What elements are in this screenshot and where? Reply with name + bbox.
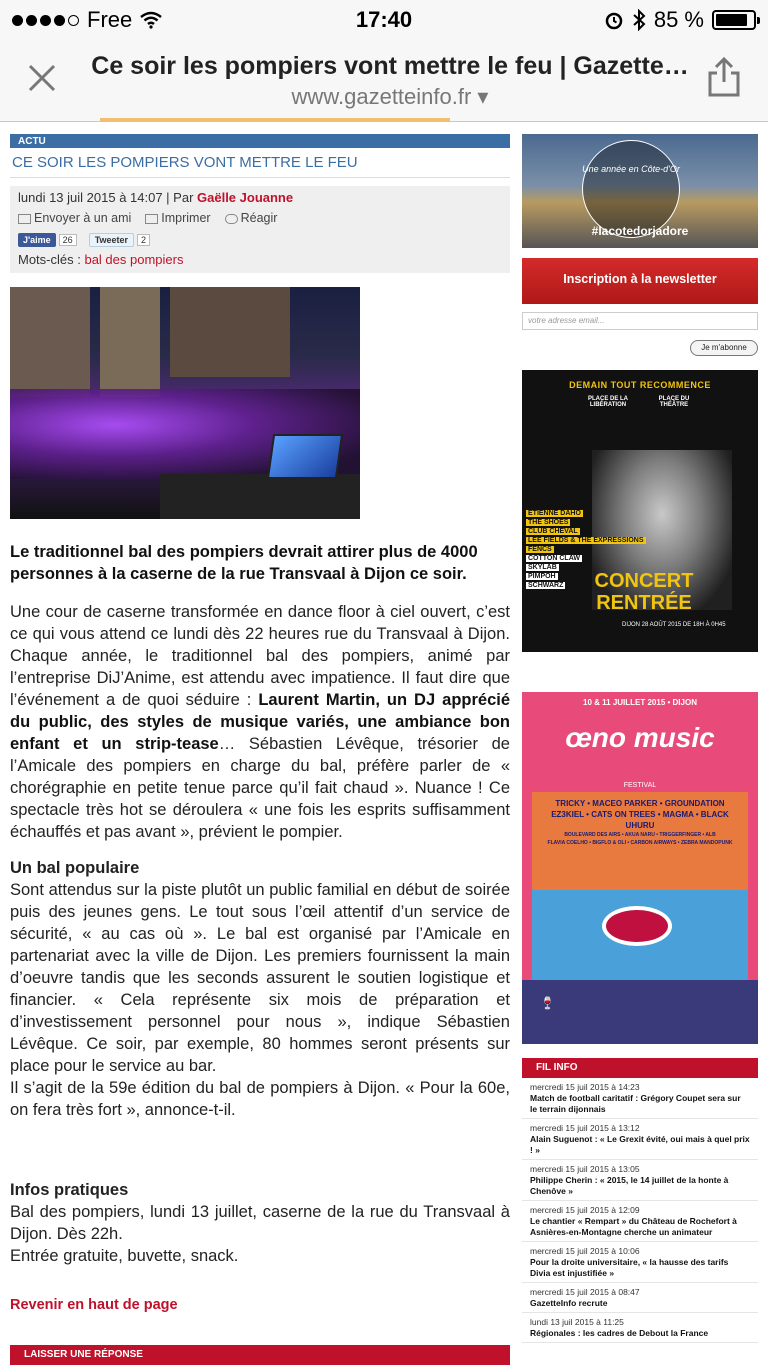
news-feed — [522, 1078, 758, 1343]
article — [10, 134, 510, 1365]
back-to-top-link[interactable]: Revenir en haut de page — [10, 1297, 178, 1313]
ad-place: PLACE DU THÉÂTRE — [658, 396, 690, 408]
send-link[interactable]: Envoyer à un ami — [18, 211, 131, 225]
list-item[interactable]: mercredi 15 juil 2015 à 10:06 Pour la droite universitaire, « la hausse des tarifs Divia est injustifiée » — [522, 1242, 758, 1283]
envelope-icon — [18, 214, 31, 224]
section-badge[interactable]: ACTU — [10, 134, 510, 148]
paragraph: Sont attendus sur la piste plutôt un public familial en début de soirée puis des jeunes gens. Le tout sous l’œil attentif d’un service de sécurité, « au cas où ». Le bal est organisé par l’Amicale en partenariat avec la ville de Dijon. Les premiers fournissent la main d’oeuvre tandis que les seconds assurent le soutien logistique et financier. « Cela représente six mois de préparation et d’investissement personnel pour nous », indique Sébastien Lévêque. Ce soir, par exemple, 80 hommes seront présents sur place pour le service au bar. — [10, 881, 510, 1075]
list-item[interactable]: mercredi 15 juil 2015 à 12:09 Le chantier « Rempart » du Château de Rochefort à Asnières-en-Montagne cherche un animateur — [522, 1201, 758, 1242]
printer-icon — [145, 214, 158, 224]
article-body — [10, 601, 510, 1267]
list-item[interactable]: mercredi 15 juil 2015 à 14:23 Match de football caritatif : Grégory Coupet sera sur le terrain dijonnais — [522, 1078, 758, 1119]
promo-text: Une année en Côte-d'Or — [582, 164, 680, 174]
react-link[interactable]: Réagir — [225, 211, 278, 225]
subheading: Infos pratiques — [10, 1181, 129, 1199]
facebook-like-button[interactable]: J'aime 26 — [18, 231, 77, 246]
article-photo — [10, 287, 360, 519]
comment-icon — [225, 214, 238, 224]
carrier-label: Free — [87, 7, 133, 32]
festival-ad[interactable] — [522, 692, 758, 1044]
list-item[interactable]: mercredi 15 juil 2015 à 13:05 Philippe Cherin : « 2015, le 14 juillet de la honte à Chenôve » — [522, 1160, 758, 1201]
article-date: lundi 13 juil 2015 à 14:07 | Par — [18, 190, 198, 205]
article-meta — [10, 186, 510, 273]
promo-banner[interactable] — [522, 134, 758, 248]
close-icon[interactable] — [24, 60, 60, 96]
email-field[interactable]: votre adresse email... — [522, 312, 758, 330]
share-icon[interactable] — [706, 56, 742, 98]
tag-link[interactable]: bal des pompiers — [84, 252, 184, 267]
page-title[interactable]: Ce soir les pompiers vont mettre le feu | Gazette… — [91, 52, 689, 80]
ad-title: CONCERT RENTRÉE — [594, 570, 694, 614]
bluetooth-icon — [632, 9, 646, 31]
ad-date: 10 & 11 JUILLET 2015 • DIJON — [583, 698, 697, 707]
list-item[interactable]: lundi 13 juil 2015 à 11:25 Régionales : les cadres de Debout la France — [522, 1313, 758, 1343]
print-link[interactable]: Imprimer — [145, 211, 210, 225]
artist-list: ETIENNE DAHO THE SHOES CLUB CHEVAL LEE FIELDS & THE EXPRESSIONS FENCS COTTON CLAW SKYLAB PIMPOH SCHWARZ — [528, 510, 644, 589]
tags: Mots-clés : bal des pompiers — [18, 252, 184, 267]
status-bar — [0, 0, 768, 40]
ad-date: DIJON 28 AOÛT 2015 DE 18H À 0H45 — [622, 622, 726, 628]
list-item[interactable]: mercredi 15 juil 2015 à 13:12 Alain Suguenot : « Le Grexit évité, oui mais à quel prix ! » — [522, 1119, 758, 1160]
concert-ad[interactable] — [522, 370, 758, 674]
sidebar — [522, 134, 758, 1343]
reply-section-header: LAISSER UNE RÉPONSE — [10, 1345, 510, 1365]
ad-headline: DEMAIN TOUT RECOMMENCE — [569, 380, 711, 390]
promo-hashtag: #lacotedorjadore — [591, 224, 689, 238]
battery-percent: 85 % — [653, 7, 704, 32]
clock: 17:40 — [355, 7, 413, 32]
tweet-button[interactable]: Tweeter 2 — [89, 231, 150, 246]
news-feed-header: FIL INFO — [522, 1058, 758, 1078]
ad-subtitle: FESTIVAL — [623, 782, 657, 789]
tweet-count: 2 — [137, 234, 150, 246]
article-title: CE SOIR LES POMPIERS VONT METTRE LE FEU — [10, 152, 510, 178]
battery-icon — [712, 10, 756, 30]
paragraph: Entrée gratuite, buvette, snack. — [10, 1247, 239, 1265]
paragraph: Bal des pompiers, lundi 13 juillet, caserne de la rue du Transvaal à Dijon. Dès 22h. — [10, 1203, 510, 1243]
ad-title: œno music — [565, 722, 715, 753]
subscribe-button[interactable]: Je m'abonne — [690, 340, 758, 356]
like-count: 26 — [59, 234, 77, 246]
article-lead: Le traditionnel bal des pompiers devrait attirer plus de 4000 personnes à la caserne de la rue Transvaal à Dijon ce soir. — [10, 543, 478, 583]
ad-place: PLACE DE LA LIBÉRATION — [587, 396, 628, 408]
wine-glass-icon: 🍷 — [540, 996, 555, 1010]
list-item[interactable]: mercredi 15 juil 2015 à 08:47 GazetteInfo recrute — [522, 1283, 758, 1313]
paragraph: Une cour de caserne transformée en dance floor à ciel ouvert, c’est ce qui vous attend ce lundi dès 22 heures rue du Transvaal à Dijon. Chaque année, le traditionnel bal des pompiers, animé par l’entreprise DiJ’Anime, est attendu avec impatience. Il faut dire que l’événement a de quoi séduire : Laurent Martin, un DJ apprécié du public, des styles de musique variés, une ambiance bon enfant et un strip-tease… Sébastien Lévêque, trésorier de l’Amicale des pompiers en charge du bal, préfère parler de « chorégraphie en petite tenue parce qu’il fait chaud ». Nuance ! Ce spectacle très hot se déroulera « une fois les esprits suffisamment échauffés et pas avant », prévient le pompier. — [10, 603, 511, 841]
newsletter-banner: Inscription à la newsletter — [522, 258, 758, 304]
web-page — [0, 122, 768, 1365]
paragraph: Il s’agit de la 59e édition du bal de pompiers à Dijon. « Pour la 60e, on fera très fort », annonce-t-il. — [10, 1079, 510, 1119]
url-field[interactable]: www.gazetteinfo.fr ▾ — [291, 84, 489, 109]
artist-list: TRICKY • MACEO PARKER • GROUNDATION EZ3KIEL • CATS ON TREES • MAGMA • BLACK UHURU BOULEVARD DES AIRS • AKUA NARU • TRIGGERFINGER • ALB FLAVIA COELHO • BIGFLO & OLI • CARBON AIRWAYS • ZEBRA MANDOPUNK — [532, 792, 748, 890]
browser-toolbar — [0, 40, 768, 122]
author-link[interactable]: Gaëlle Jouanne — [197, 190, 294, 205]
alarm-icon — [604, 10, 624, 30]
subheading: Un bal populaire — [10, 859, 140, 877]
